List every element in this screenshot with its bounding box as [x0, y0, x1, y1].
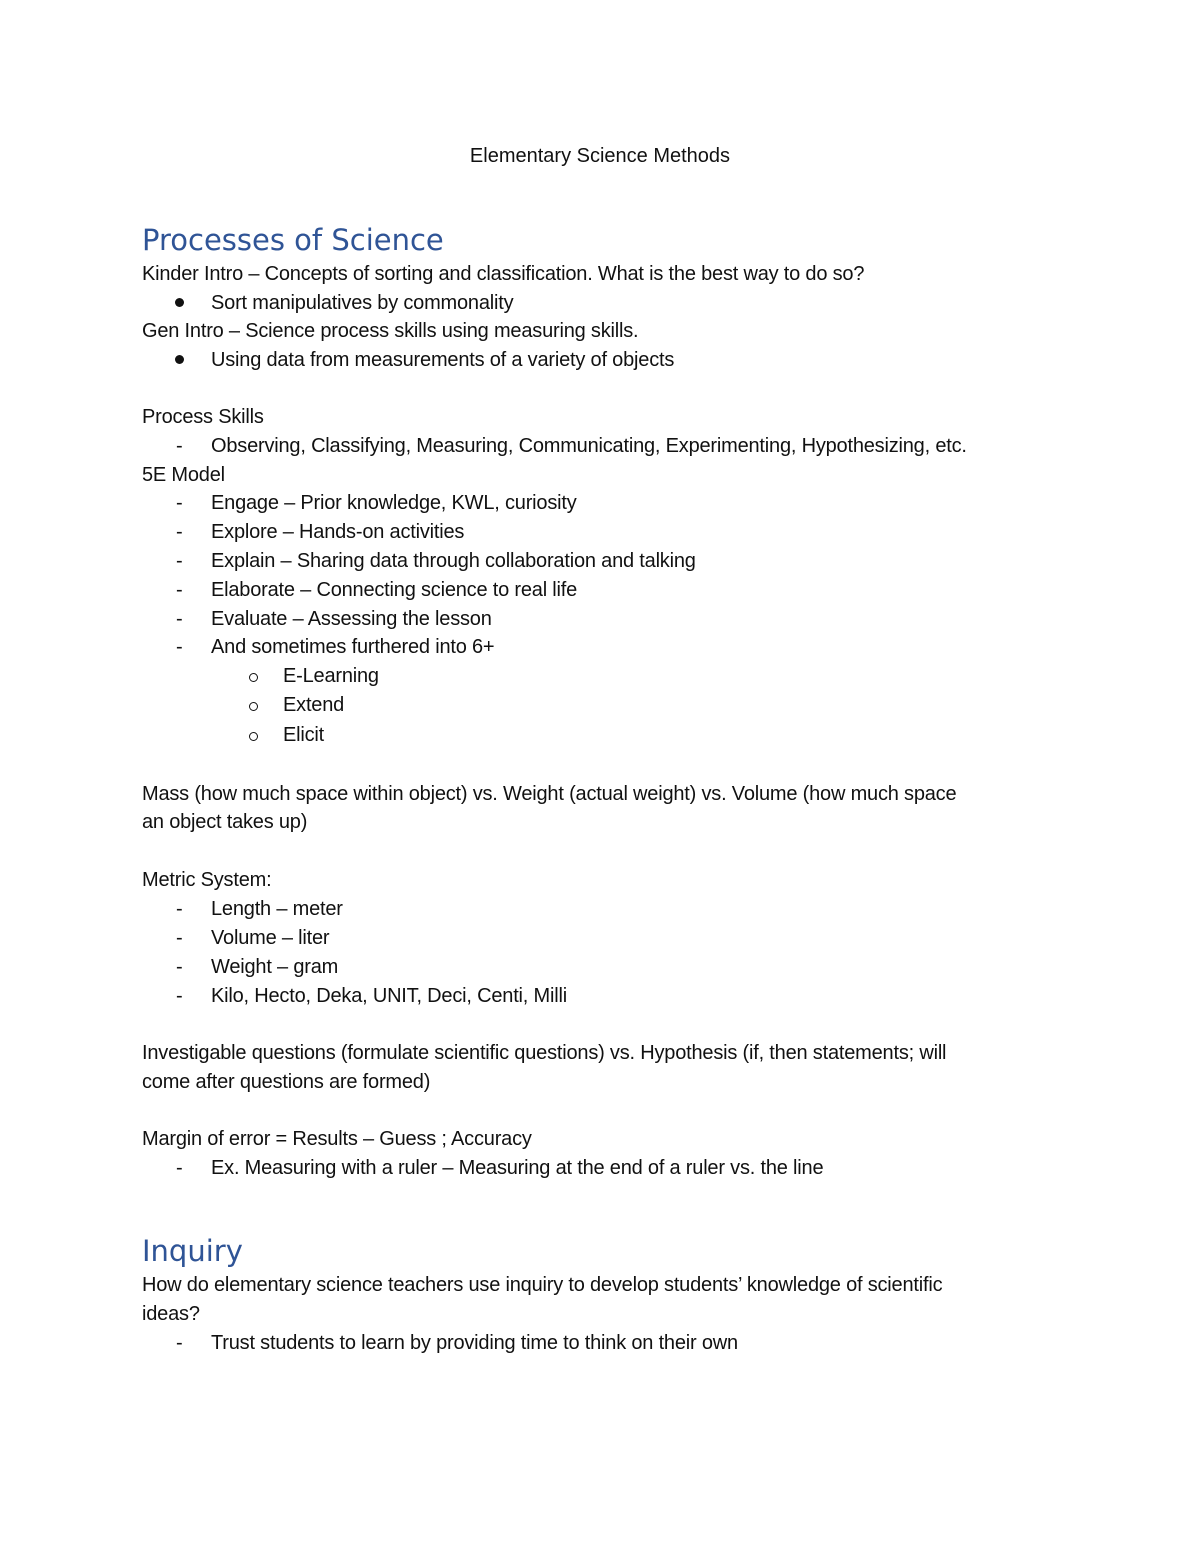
section-heading-inquiry: Inquiry	[142, 1234, 243, 1268]
kinder-intro: Kinder Intro – Concepts of sorting and classification. What is the best way to do so?	[142, 263, 865, 285]
section-heading-processes: Processes of Science	[142, 223, 444, 257]
mass-line-1: Mass (how much space within object) vs. Weight (actual weight) vs. Volume (how much space	[142, 783, 957, 805]
dash-marker: -	[176, 927, 183, 949]
model-item-evaluate: Evaluate – Assessing the lesson	[211, 608, 492, 630]
dash-marker: -	[176, 579, 183, 601]
dash-marker: -	[176, 1332, 183, 1354]
model-item-furthered: And sometimes furthered into 6+	[211, 636, 495, 658]
metric-item-prefixes: Kilo, Hecto, Deka, UNIT, Deci, Centi, Milli	[211, 985, 567, 1007]
dash-marker: -	[176, 435, 183, 457]
dash-marker: -	[176, 521, 183, 543]
bullet-dot-icon	[175, 355, 184, 364]
dash-marker: -	[176, 1157, 183, 1179]
dash-marker: -	[176, 956, 183, 978]
model-item-explain: Explain – Sharing data through collaboration and talking	[211, 550, 696, 572]
dash-marker: -	[176, 492, 183, 514]
metric-item-length: Length – meter	[211, 898, 343, 920]
investigable-line-2: come after questions are formed)	[142, 1071, 431, 1093]
metric-item-volume: Volume – liter	[211, 927, 330, 949]
model-item-engage: Engage – Prior knowledge, KWL, curiosity	[211, 492, 577, 514]
model-subitem-extend: Extend	[283, 694, 345, 716]
margin-of-error-item: Ex. Measuring with a ruler – Measuring at the end of a ruler vs. the line	[211, 1157, 824, 1179]
dash-marker: -	[176, 550, 183, 572]
model-label: 5E Model	[142, 464, 225, 486]
bullet-dot-icon	[175, 298, 184, 307]
dash-marker: -	[176, 608, 183, 630]
process-skills-label: Process Skills	[142, 406, 264, 428]
metric-item-weight: Weight – gram	[211, 956, 339, 978]
investigable-line-1: Investigable questions (formulate scientific questions) vs. Hypothesis (if, then statements; will	[142, 1042, 947, 1064]
mass-line-2: an object takes up)	[142, 811, 308, 833]
gen-intro: Gen Intro – Science process skills using measuring skills.	[142, 320, 639, 342]
circle-bullet-icon	[249, 732, 258, 741]
metric-label: Metric System:	[142, 869, 272, 891]
model-item-explore: Explore – Hands-on activities	[211, 521, 465, 543]
circle-bullet-icon	[249, 673, 258, 682]
inquiry-item: Trust students to learn by providing time to think on their own	[211, 1332, 738, 1354]
dash-marker: -	[176, 636, 183, 658]
margin-of-error-line: Margin of error = Results – Guess ; Accuracy	[142, 1128, 532, 1150]
dash-marker: -	[176, 985, 183, 1007]
model-item-elaborate: Elaborate – Connecting science to real life	[211, 579, 578, 601]
process-skills-item: Observing, Classifying, Measuring, Communicating, Experimenting, Hypothesizing, etc.	[211, 435, 967, 457]
circle-bullet-icon	[249, 702, 258, 711]
model-subitem-elearning: E-Learning	[283, 665, 379, 687]
kinder-bullet: Sort manipulatives by commonality	[211, 292, 514, 314]
inquiry-question-line-2: ideas?	[142, 1303, 200, 1325]
model-subitem-elicit: Elicit	[283, 724, 325, 746]
inquiry-question-line-1: How do elementary science teachers use inquiry to develop students’ knowledge of scientific	[142, 1274, 943, 1296]
gen-bullet: Using data from measurements of a variety of objects	[211, 349, 675, 371]
dash-marker: -	[176, 898, 183, 920]
document-title: Elementary Science Methods	[469, 145, 731, 167]
